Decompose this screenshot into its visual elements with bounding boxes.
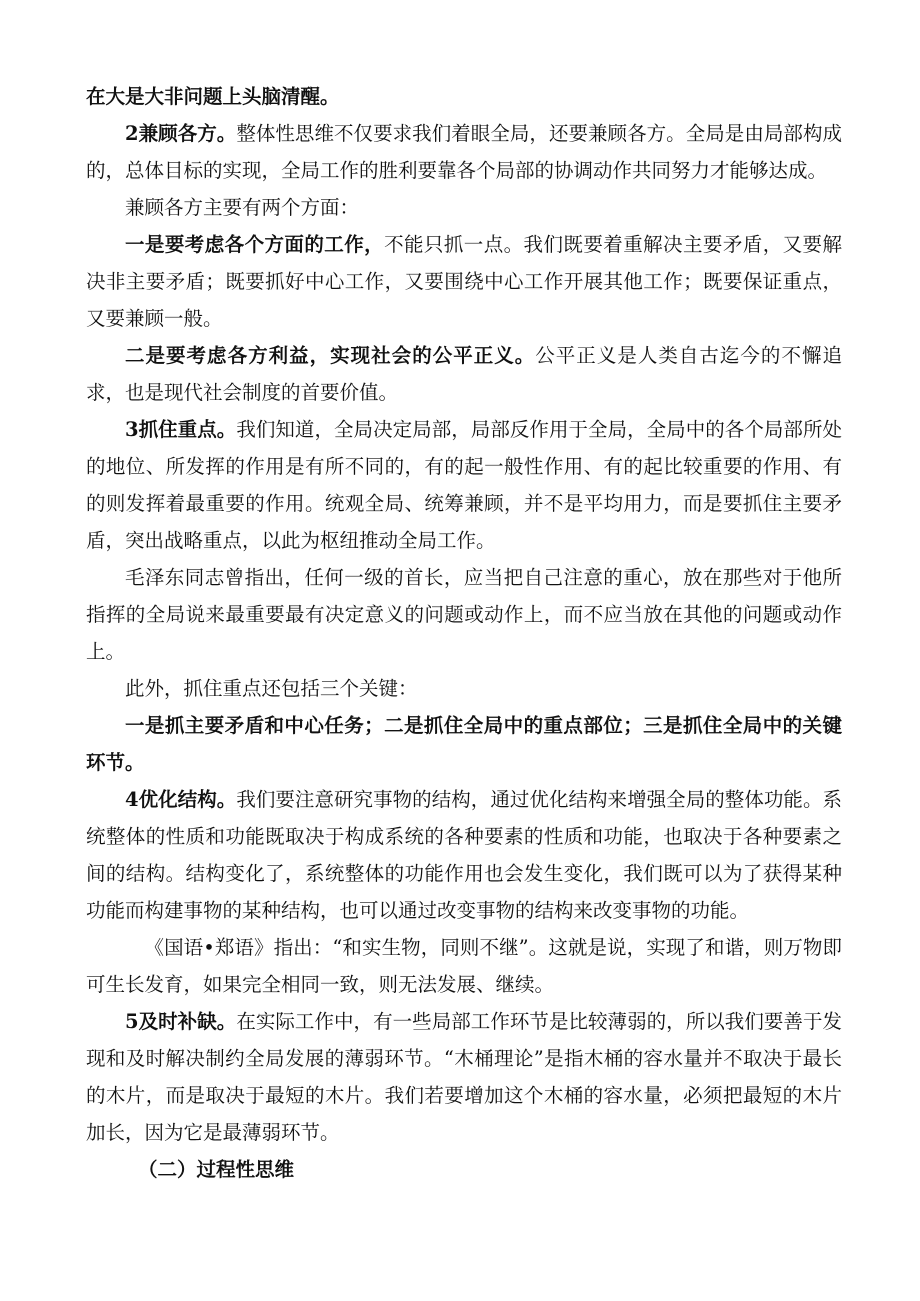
paragraph-three-keys	[86, 707, 842, 781]
paragraph-two-aspects	[86, 189, 842, 226]
paragraph-text: 在实际工作中，有一些局部工作环节是比较薄弱的，所以我们要善于发现和及时解决制约全局发展的薄弱环节。“木桶理论”是指木桶的容水量并不取决于最长的木片，而是取决于最短的木片。我们若要增加这个木桶的容水量，必须把最短的木片加长，因为它是最薄弱环节。	[86, 1010, 842, 1144]
document-page	[86, 78, 842, 1188]
paragraph-text: 整体性思维不仅要求我们着眼全局，还要兼顾各方。全局是由局部构成的，总体目标的实现，全局工作的胜利要靠各个局部的协调动作共同努力才能够达成。	[86, 122, 842, 182]
paragraph-grasp-key-points	[86, 411, 842, 559]
paragraph-lead: 二是要考虑各方利益，实现社会的公平正义。	[125, 344, 536, 367]
paragraph-aspect-one	[86, 226, 842, 337]
paragraph-guoyu-quote	[86, 929, 842, 1003]
paragraph-aspect-two	[86, 337, 842, 411]
paragraph-text: 毛泽东同志曾指出，任何一级的首长，应当把自己注意的重心，放在那些对于他所指挥的全局说来最重要最有决定意义的问题或动作上，而不应当放在其他的问题或动作上。	[86, 566, 842, 663]
paragraph-lead: 一是抓主要矛盾和中心任务；二是抓住全局中的重点部位；三是抓住全局中的关键环节。	[86, 714, 842, 774]
paragraph-text: 不能只抓一点。我们既要着重解决主要矛盾，又要解决非主要矛盾；既要抓好中心工作，又要围绕中心工作开展其他工作；既要保证重点，又要兼顾一般。	[86, 233, 842, 330]
paragraph-text: 在大是大非问题上头脑清醒。	[86, 85, 340, 108]
paragraph-three-keys-intro	[86, 670, 842, 707]
section-heading: （二）过程性思维	[138, 1158, 295, 1181]
paragraph-text: 我们要注意研究事物的结构，通过优化结构来增强全局的整体功能。系统整体的性质和功能既取决于构成系统的各种要素的性质和功能，也取决于各种要素之间的结构。结构变化了，系统整体的功能作用也会发生变化，我们既可以为了获得某种功能而构建事物的某种结构，也可以通过改变事物的结构来改变事物的功能。	[86, 788, 842, 922]
paragraph-lead: 5及时补缺。	[125, 1010, 237, 1033]
paragraph-lead: 3抓住重点。	[125, 418, 237, 441]
paragraph-optimize-structure	[86, 781, 842, 929]
paragraph-continuation	[86, 78, 842, 115]
paragraph-balance-all-sides	[86, 115, 842, 189]
paragraph-text: 《国语•郑语》指出：“和实生物，同则不继”。这就是说，实现了和谐，则万物即可生长发育，如果完全相同一致，则无法发展、继续。	[86, 936, 842, 996]
paragraph-text: 此外，抓住重点还包括三个关键：	[125, 677, 418, 700]
paragraph-mao-quote	[86, 559, 842, 670]
paragraph-text: 兼顾各方主要有两个方面：	[125, 196, 360, 219]
paragraph-lead: 一是要考虑各个方面的工作，	[125, 233, 385, 256]
paragraph-lead: 2兼顾各方。	[125, 122, 237, 145]
paragraph-text: 我们知道，全局决定局部，局部反作用于全局，全局中的各个局部所处的地位、所发挥的作用是有所不同的，有的起一般性作用、有的起比较重要的作用、有的则发挥着最重要的作用。统观全局、统筹兼顾，并不是平均用力，而是要抓住主要矛盾，突出战略重点，以此为枢纽推动全局工作。	[86, 418, 842, 552]
paragraph-lead: 4优化结构。	[125, 788, 237, 811]
paragraph-fill-gaps	[86, 1003, 842, 1151]
paragraph-text: 公平正义是人类自古迄今的不懈追求，也是现代社会制度的首要价值。	[86, 344, 842, 404]
